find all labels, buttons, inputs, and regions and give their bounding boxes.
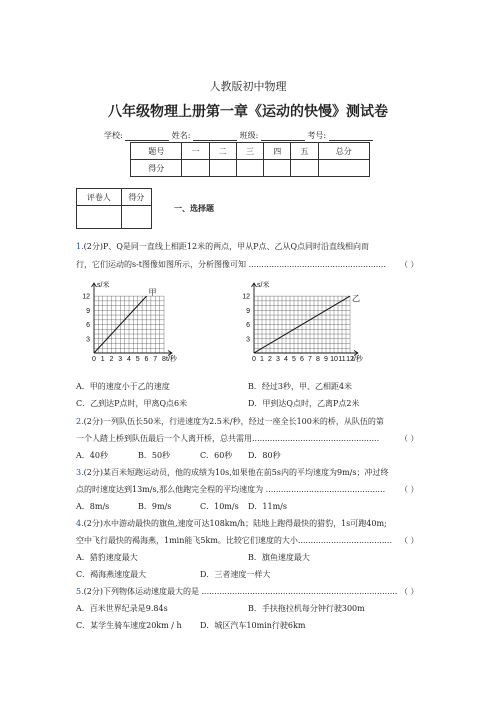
school-field[interactable]	[125, 131, 169, 141]
page-title: 八年级物理上册第一章《运动的快慢》测试卷	[108, 104, 388, 120]
score-header-cell: 三	[236, 143, 263, 160]
q1-option-d[interactable]: D．甲到达Q点时，乙离P点2米	[248, 399, 360, 408]
question-4-answer-paren: （ ）	[400, 536, 419, 545]
score-cell	[291, 160, 318, 177]
number-field[interactable]	[329, 131, 373, 141]
q5-option-b[interactable]: B．手扶拖拉机每分钟行驶300m	[248, 604, 365, 613]
y-tick-label: 9	[246, 307, 250, 315]
score-table-header-row	[131, 143, 370, 160]
x-tick-label: 7	[308, 356, 312, 363]
q5-option-d[interactable]: D．城区汽车10min行驶6km	[200, 621, 306, 630]
name-label: 姓名:	[171, 131, 191, 140]
grader-cell	[77, 206, 122, 229]
x-tick-label: 9	[324, 356, 328, 363]
grader-score-cell	[121, 206, 151, 229]
x-tick-label: 2	[109, 356, 114, 363]
name-field[interactable]	[193, 131, 237, 141]
question-5-line-1: 5.(2分)下列物体运动速度最大的是 .............................................................................	[76, 587, 398, 596]
x-tick-label: 8	[316, 356, 320, 363]
score-table-score-row	[131, 160, 370, 177]
x-tick-label: 10	[330, 356, 338, 363]
x-tick-label: 4	[127, 356, 131, 363]
y-tick-label: 3	[86, 336, 90, 344]
question-3-answer-paren: （ ）	[400, 485, 419, 494]
q1-option-a[interactable]: A．甲的速度小于乙的速度	[76, 382, 170, 391]
x-tick-label: 11	[338, 356, 346, 363]
score-header-cell: 五	[291, 143, 318, 160]
question-2-answer-paren: （ ）	[400, 434, 419, 443]
y-tick-label: 6	[246, 322, 250, 330]
y-tick-label: 12	[82, 293, 90, 301]
page-subtitle: 人教版初中物理	[209, 80, 287, 93]
score-table	[130, 142, 370, 177]
x-tick-label: 1	[100, 356, 105, 363]
question-3-line-1: 3.(2分)某百米短跑运动员，他的成绩为10s,如果他在前5s内的平均速度为9m/s；冲过终	[76, 468, 389, 477]
q4-option-b[interactable]: B．旗鱼速度最大	[248, 553, 310, 562]
score-cell	[182, 160, 209, 177]
y-tick-label: 3	[246, 336, 250, 344]
x-tick-label: 8	[162, 356, 166, 363]
q3-option-c[interactable]: C．10m/s	[200, 502, 239, 511]
score-header-cell: 二	[209, 143, 236, 160]
x-tick-label: 1	[260, 356, 264, 363]
st-graphs	[80, 279, 410, 371]
x-tick-label: 6	[300, 356, 304, 363]
y-tick-label: 9	[86, 307, 90, 315]
y-tick-label: 6	[86, 322, 90, 330]
x-axis-label: t/秒	[352, 356, 363, 363]
x-tick-label: 4	[284, 356, 288, 363]
chart-yi	[242, 280, 364, 363]
number-label: 考号:	[307, 131, 327, 140]
question-1-line-2: 行，它们运动的s-t图像如图所示，分析图像可知 ......................................................	[76, 260, 386, 269]
question-4-line-1: 4.(2分)水中游动最快的旗鱼,速度可达108km/h；陆地上跑得最快的猎豹，1s可跑40m;	[76, 519, 387, 528]
grader-header: 评卷人	[77, 189, 122, 206]
score-header-cell: 题号	[131, 143, 182, 160]
student-info-line	[104, 130, 373, 141]
score-header-cell: 总分	[318, 143, 369, 160]
x-tick-label: 2	[268, 356, 272, 363]
grader-score-header: 得分	[121, 189, 151, 206]
score-cell	[264, 160, 291, 177]
question-2-line-1: 2.(2分)一列队伍长50米，行进速度为2.5米/秒，经过一座全长100米的桥，从队伍的第	[76, 417, 384, 426]
q3-option-a[interactable]: A．8m/s	[76, 502, 110, 511]
school-label: 学校:	[104, 131, 123, 140]
series-label: 甲	[148, 288, 157, 298]
q3-option-d[interactable]: D．11m/s	[248, 502, 287, 511]
score-header-cell: 一	[182, 143, 209, 160]
class-field[interactable]	[261, 131, 305, 141]
score-cell	[318, 160, 369, 177]
x-tick-label: 5	[135, 356, 140, 363]
q1-option-c[interactable]: C．乙到达P点时，甲离Q点6米	[76, 399, 188, 408]
q3-option-b[interactable]: B．9m/s	[138, 502, 172, 511]
x-tick-label: 5	[292, 356, 296, 363]
q4-option-c[interactable]: C．褐海燕速度最大	[76, 570, 147, 579]
question-2-line-2: 一个人踏上桥到队伍最后一个人离开桥，总共需用..................................................	[76, 434, 380, 443]
x-tick-label: 3	[276, 356, 280, 363]
y-axis-label: s/米	[257, 282, 270, 289]
question-5-answer-paren: （ ）	[400, 587, 419, 596]
y-axis-label: s/米	[97, 282, 110, 289]
question-4-line-2: 空中飞行最快的褐海燕，1min能飞5km。比较它们速度的大小.....................................	[76, 536, 392, 545]
q1-option-b[interactable]: B．经过3秒，甲、乙相距4米	[248, 382, 353, 391]
series-label: 乙	[352, 294, 360, 304]
score-header-cell: 四	[264, 143, 291, 160]
x-tick-label: 0	[92, 356, 96, 363]
question-3-line-2: 点的时速度达到13m/s,那么他跑完全程的平均速度为 ...............................................	[76, 485, 386, 494]
x-tick-label: 0	[252, 356, 256, 363]
x-tick-label: 12	[346, 356, 354, 363]
x-tick-label: 7	[153, 356, 158, 363]
q2-option-d[interactable]: D．80秒	[248, 451, 281, 460]
x-tick-label: 6	[144, 356, 149, 363]
q5-option-c[interactable]: C．某学生骑车速度20km / h	[76, 621, 182, 630]
q4-option-d[interactable]: D．三者速度一样大	[200, 570, 271, 579]
question-1-answer-paren: （ ）	[400, 260, 419, 269]
question-1-line-1: 1.(2分)P、Q是同一直线上相距12米的两点，甲从P点、乙从Q点同时沿直线相向而	[76, 242, 370, 251]
x-tick-label: 3	[118, 356, 123, 363]
q2-option-c[interactable]: C．60秒	[200, 451, 233, 460]
class-label: 班级:	[239, 131, 259, 140]
x-axis-label: t/秒	[166, 356, 177, 363]
q2-option-b[interactable]: B．50秒	[138, 451, 171, 460]
grader-table	[76, 188, 152, 229]
q2-option-a[interactable]: A．40秒	[76, 451, 108, 460]
score-row-label: 得分	[131, 160, 182, 177]
score-cell	[209, 160, 236, 177]
y-tick-label: 12	[242, 293, 250, 301]
chart-jia	[82, 280, 178, 363]
section-title: 一、选择题	[174, 203, 214, 213]
q5-option-a[interactable]: A．百米世界纪录是9.84s	[76, 604, 168, 613]
q4-option-a[interactable]: A．猎豹速度最大	[76, 553, 138, 562]
score-cell	[236, 160, 263, 177]
